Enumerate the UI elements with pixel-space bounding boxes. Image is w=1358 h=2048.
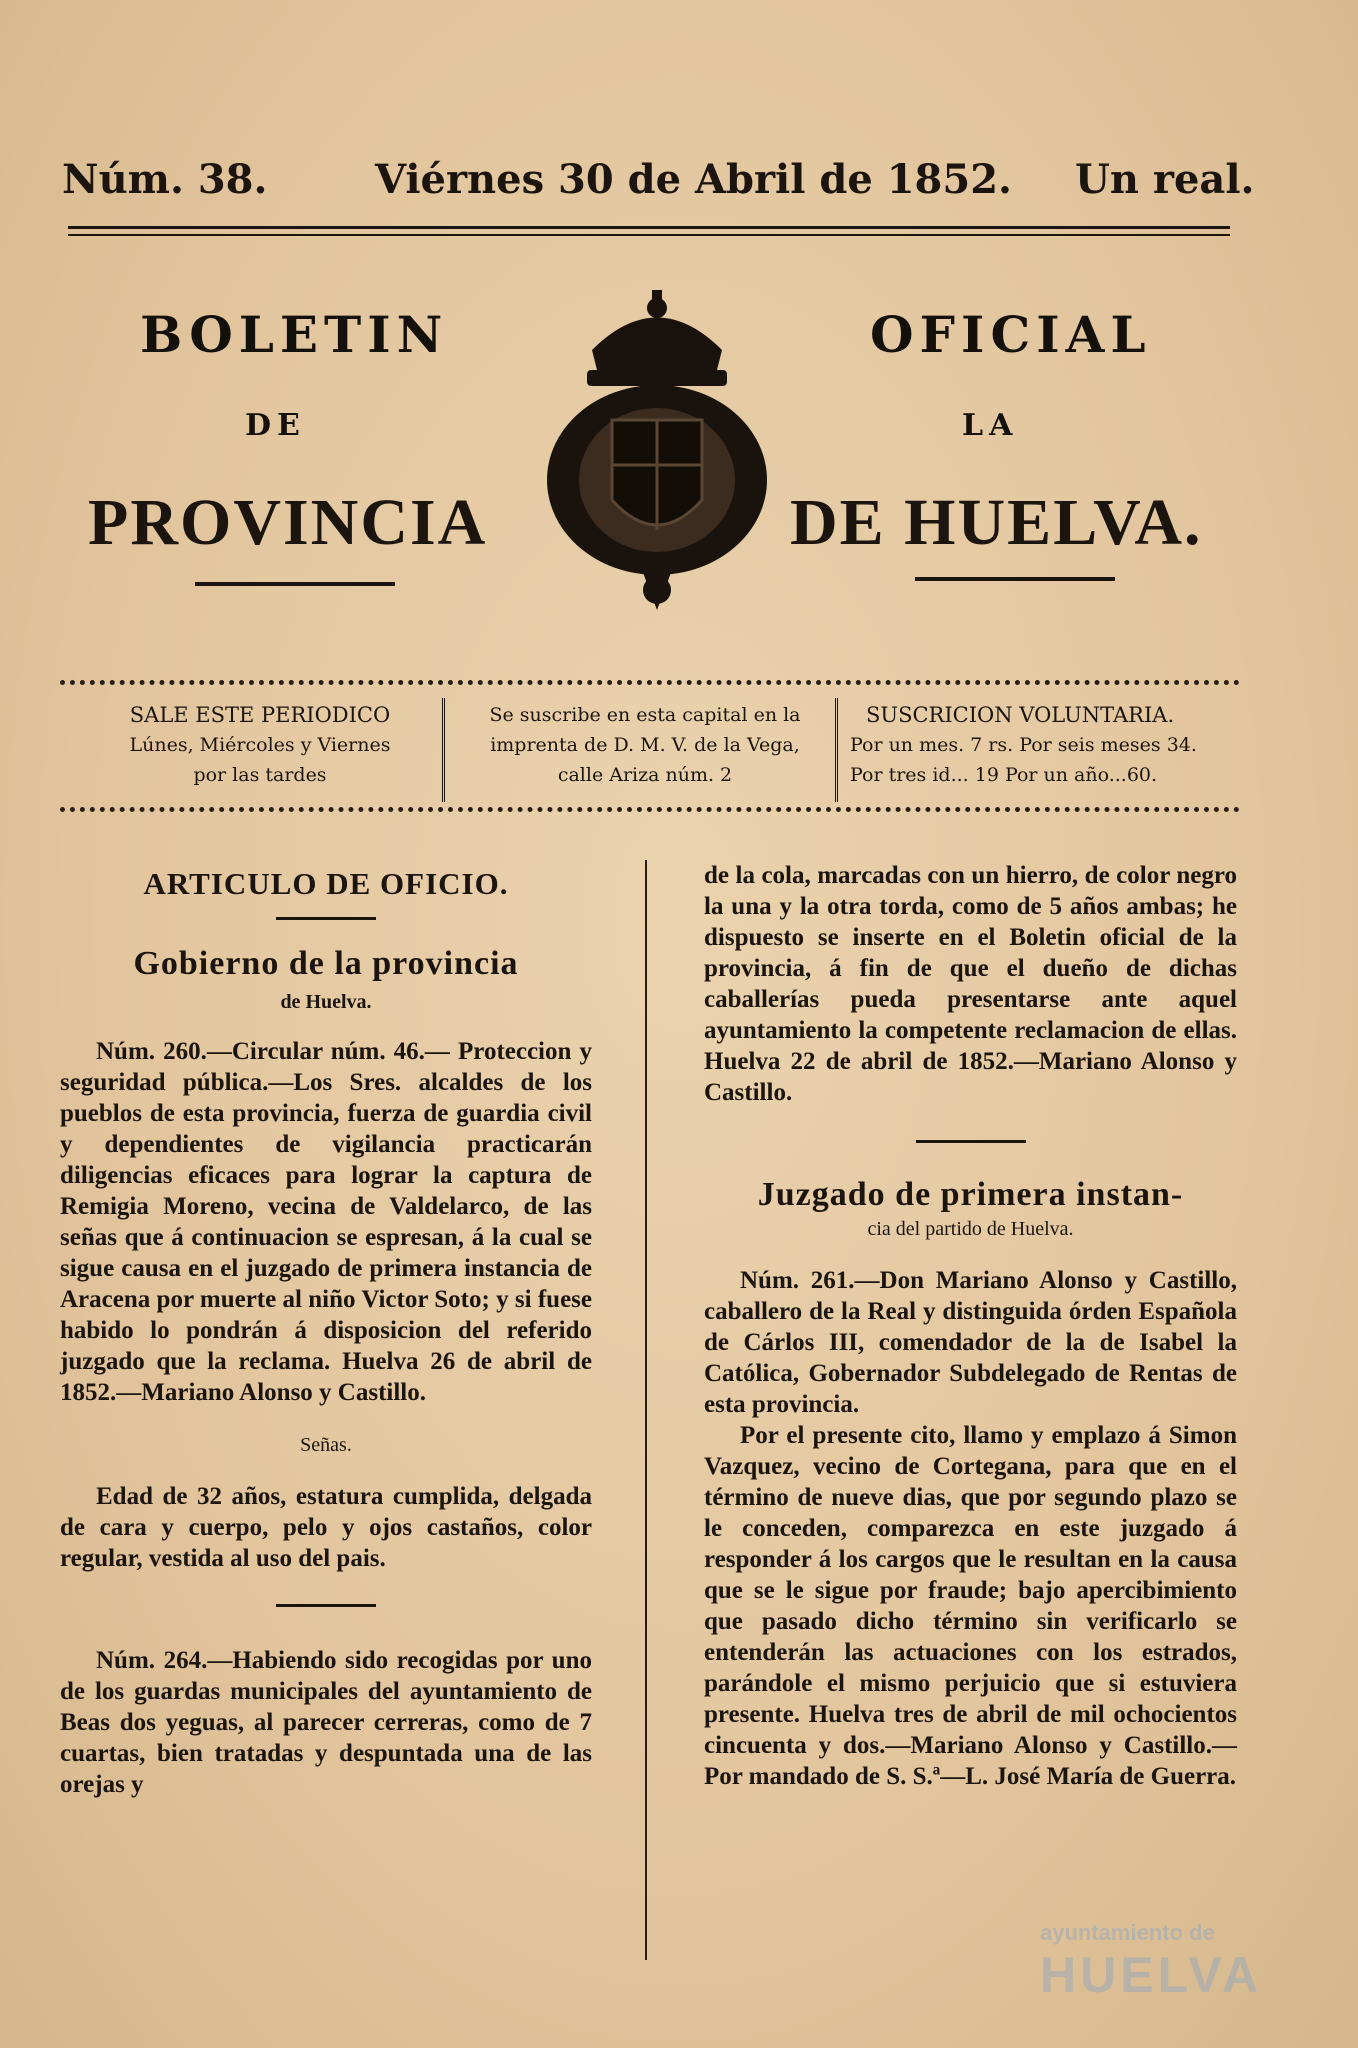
masthead-oficial: OFICIAL xyxy=(870,305,1152,364)
border-top-ornament xyxy=(60,680,1240,695)
schedule-time: por las tardes xyxy=(193,764,327,786)
border-bottom-ornament xyxy=(60,807,1240,822)
archive-watermark xyxy=(950,1920,1262,2004)
publication-schedule xyxy=(100,700,420,790)
circular-260: Núm. 260.—Circular núm. 46.— Proteccion y seguridad pública.—Los Sres. alcaldes de los pueblos de esta provincia, fuerza de guardia civil y dependientes de vigilancia practicarán diligencias eficaces para lograr la captura de Remigia Moreno, vecina de Valdelarco, de las señas que á continuacion se espresan, á la cual se sigue causa en el juzgado de primera instancia de Aracena por muerte al niño Victor Soto; y si fuese habido lo pondrán á disposicion del referido juzgado que la reclama. Huelva 26 de abril de 1852.—Mariano Alonso y Castillo. xyxy=(60,1038,592,1406)
schedule-days: Lúnes, Miércoles y Viernes xyxy=(129,734,391,756)
masthead-de-huelva: DE HUELVA. xyxy=(790,486,1203,559)
subscription-place-line3: calle Ariza núm. 2 xyxy=(557,764,733,786)
column-divider xyxy=(645,860,647,1960)
masthead-de: DE xyxy=(245,408,306,443)
subscription-title: SUSCRICION VOLUNTARIA. xyxy=(866,703,1175,727)
subscription-place-line1: Se suscribe en esta capital en la xyxy=(489,704,801,726)
schedule-title: SALE ESTE PERIODICO xyxy=(129,703,391,727)
separator-rule-right xyxy=(916,1140,1026,1143)
court-heading: Juzgado de primera instan- xyxy=(757,1176,1184,1213)
issue-price: Un real. xyxy=(1075,156,1255,203)
issue-number: Núm. 38. xyxy=(62,156,268,203)
masthead-la: LA xyxy=(962,408,1019,443)
coat-of-arms-icon xyxy=(532,290,782,620)
subscription-row-2: Por tres id... 19 Por un año...60. xyxy=(850,764,1158,786)
left-column xyxy=(60,862,592,1800)
info-divider-right xyxy=(835,698,842,802)
flourish-right xyxy=(915,577,1115,581)
summons-text: Por el presente cito, llamo y emplazo á Simon Vazquez, vecino de Cortegana, para que en el término de nueve dias, que por segundo plazo se le conceden, comparezca en este juzgado á responder á los cargos que le resultan en la causa que se le sigue por fraude; bajo apercibimiento que pasado dicho término sin verificarlo se entenderán las actuaciones con los estrados, parándole el mismo perjuicio que si estuviera presente. Huelva tres de abril de mil ochocientos cincuenta y dos.—Mariano Alonso y Castillo.—Por mandado de S. S.ª—L. José María de Guerra. xyxy=(704,1422,1237,1790)
watermark-line2: HUELVA xyxy=(1040,1947,1263,2003)
flourish-left xyxy=(195,582,395,586)
masthead-boletin: BOLETIN xyxy=(140,305,449,364)
info-divider-left xyxy=(442,698,449,802)
notice-264-continued: de la cola, marcadas con un hierro, de color negro la una y la otra torda, como de 5 años ambas; he dispuesto se inserte en el Boletin oficial de la provincia, á fin de que el dueño de dichas caballerías pueda presentarse ante aquel ayuntamiento la competente reclamacion de ellas. Huelva 22 de abril de 1852.—Mariano Alonso y Castillo. xyxy=(704,862,1237,1106)
section-heading: ARTICULO DE OFICIO. xyxy=(143,866,509,901)
issue-date: Viérnes 30 de Abril de 1852. xyxy=(375,156,1012,203)
court-subheading: cia del partido de Huelva. xyxy=(867,1218,1074,1240)
subscription-place xyxy=(465,700,825,790)
notice-261: Núm. 261.—Don Mariano Alonso y Castillo, caballero de la Real y distinguida órden Española de Cárlos III, comendador de la de Isabel la Católica, Gobernador Subdelegado de Rentas de esta provincia. xyxy=(704,1267,1237,1418)
senas-heading: Señas. xyxy=(300,1434,352,1456)
government-heading: Gobierno de la provincia xyxy=(133,945,519,982)
senas-text: Edad de 32 años, estatura cumplida, delgada de cara y cuerpo, pelo y ojos castaños, color regular, vestida al uso del pais. xyxy=(60,1483,592,1572)
subscription-row-1: Por un mes. 7 rs. Por seis meses 34. xyxy=(850,734,1197,756)
notice-264: Núm. 264.—Habiendo sido recogidas por uno de los guardas municipales del ayuntamiento de Beas dos yeguas, al parecer cerreras, como de 7 cuartas, bien tratadas y despuntada una de las orejas y xyxy=(60,1647,592,1798)
subscription-prices xyxy=(850,700,1220,790)
watermark-line1: ayuntamiento de xyxy=(1040,1920,1215,1945)
section-rule xyxy=(276,917,376,920)
right-column xyxy=(704,860,1237,1792)
masthead-provincia: PROVINCIA xyxy=(88,486,488,559)
header-rule-thin xyxy=(68,234,1230,236)
separator-rule xyxy=(276,1604,376,1607)
government-subheading: de Huelva. xyxy=(280,991,372,1013)
header-rule xyxy=(68,226,1230,229)
subscription-place-line2: imprenta de D. M. V. de la Vega, xyxy=(490,734,800,756)
